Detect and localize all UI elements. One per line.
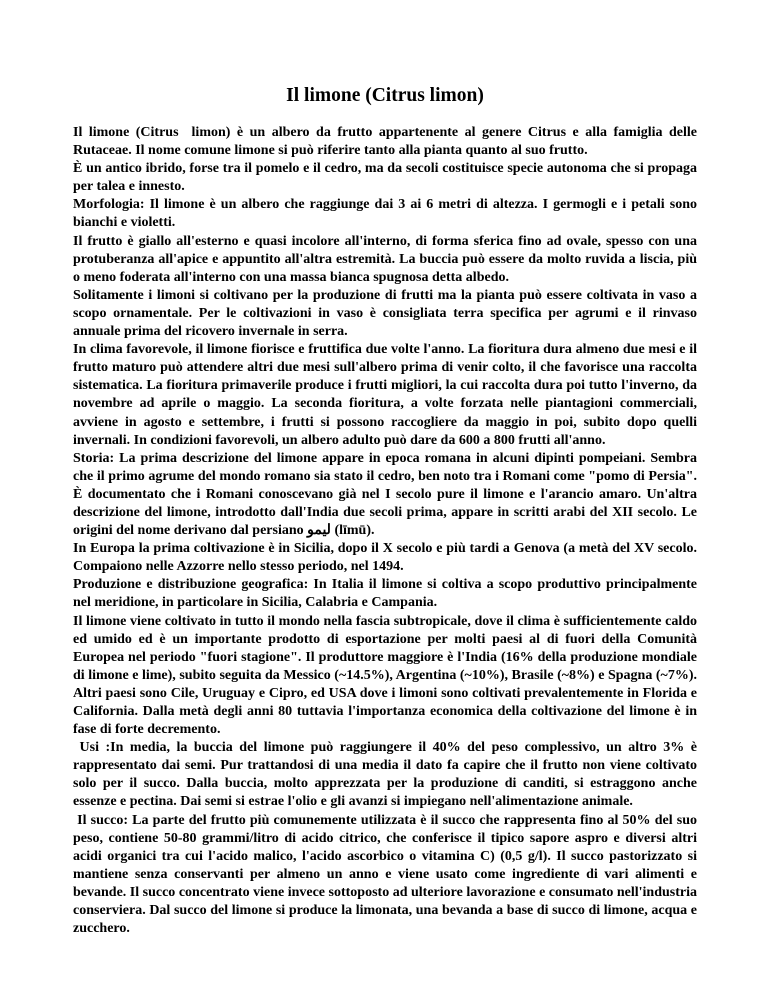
paragraph-europe: In Europa la prima coltivazione è in Sicilia, dopo il X secolo e più tardi a Genova (a metà del XV secolo. Compaiono nelle Azzorre nello stesso periodo, nel 1494.: [73, 541, 701, 575]
paragraph-intro: Il limone (Citrus limon) è un albero da frutto appartenente al genere Citrus e alla famiglia delle Rutaceae. Il nome comune limone si può riferire tanto alla pianta quanto al suo frutto.: [73, 125, 701, 159]
document-page: [73, 0, 701, 938]
paragraph-hybrid: È un antico ibrido, forse tra il pomelo e il cedro, ma da secoli costituisce specie autonoma che si propaga per talea e innesto.: [73, 161, 701, 195]
paragraph-world-production: Il limone viene coltivato in tutto il mondo nella fascia subtropicale, dove il clima è sufficientemente caldo ed umido ed è un importante prodotto di esportazione per molti paesi al di fuori della Comunità Europea nel periodo "fuori stagione". Il produttore maggiore è l'India (16% della produzione mondiale di limone e lime), subito seguita da Messico (~14.5%), Argentina (~10%), Brasile (~8%) e Spagna (~7%). Altri paesi sono Cile, Uruguay e Cipro, ed USA dove i limoni sono coltivati prevalentemente in Florida e California. Dalla metà degli anni 80 tuttavia l'importanza economica della coltivazione del limone è in fase di forte decremento.: [73, 613, 701, 738]
paragraph-morphology: Morfologia: Il limone è un albero che raggiunge dai 3 ai 6 metri di altezza. I germogli e i petali sono bianchi e violetti.: [73, 197, 701, 231]
paragraph-history: Storia: La prima descrizione del limone appare in epoca romana in alcuni dipinti pompeiani. Sembra che il primo agrume del mondo romano sia stato il cedro, ben noto tra i Romani come "pomo di Persia". È documentato che i Romani conoscevano già nel I secolo pure il limone e l'arancio amaro. Un'altra descrizione del limone, introdotto dall'India due secoli prima, appare in scritti arabi del XII secolo. Le origini del nome derivano dal persiano لیمو (līmū).: [73, 450, 701, 539]
paragraph-fruit: Il frutto è giallo all'esterno e quasi incolore all'interno, di forma sferica fino ad ovale, spesso con una protuberanza all'apice e appuntito all'altra estremità. La buccia può essere da molto ruvida a liscia, più o meno foderata all'interno con una massa bianca spugnosa detta albedo.: [73, 233, 701, 285]
document-body: [73, 124, 701, 938]
paragraph-flowering: In clima favorevole, il limone fiorisce e fruttifica due volte l'anno. La fioritura dura almeno due mesi e il frutto maturo può attendere altri due mesi sull'albero prima di venir colto, il che favorisce una raccolta sistematica. La fioritura primaverile produce i frutti migliori, la cui raccolta dura poi tutto l'inverno, da novembre ad aprile o maggio. La seconda fioritura, a volte forzata nelle piantagioni commerciali, avviene in agosto e settembre, i frutti si possono raccogliere da maggio in poi, subito dopo quelli invernali. In condizioni favorevoli, un albero adulto può dare da 600 a 800 frutti all'anno.: [73, 342, 701, 448]
paragraph-production: Produzione e distribuzione geografica: In Italia il limone si coltiva a scopo produttivo principalmente nel meridione, in particolare in Sicilia, Calabria e Campania.: [73, 577, 701, 611]
paragraph-uses: Usi :In media, la buccia del limone può raggiungere il 40% del peso complessivo, un altro 3% è rappresentato dai semi. Pur trattandosi di una media il dato fa capire che il frutto non viene coltivato solo per il succo. Dalla buccia, molto apprezzata per la produzione di canditi, si estraggono anche essenze e pectina. Dai semi si estrae l'olio e gli avanzi si impiegano nell'alimentazione animale.: [73, 740, 701, 810]
paragraph-juice: Il succo: La parte del frutto più comunemente utilizzata è il succo che rappresenta fino al 50% del suo peso, contiene 50-80 grammi/litro di acido citrico, che conferisce il tipico sapore aspro e diversi altri acidi organici tra cui l'acido malico, l'acido ascorbico o vitamina C) (0,5 g/l). Il succo pastorizzato si mantiene senza conservanti per almeno un anno e viene usato come ingrediente di vari alimenti e bevande. Il succo concentrato viene invece sottoposto ad ulteriore lavorazione e consumato nell'industria conserviera. Dal succo del limone si produce la limonata, una bevanda a base di succo di limone, acqua e zucchero.: [73, 812, 701, 937]
document-title: Il limone (Citrus limon): [286, 85, 484, 106]
paragraph-cultivation: Solitamente i limoni si coltivano per la produzione di frutti ma la pianta può essere coltivata in vaso a scopo ornamentale. Per le coltivazioni in vaso è consigliata terra specifica per agrumi e il rinvaso annuale prima del ricovero invernale in serra.: [73, 287, 701, 340]
